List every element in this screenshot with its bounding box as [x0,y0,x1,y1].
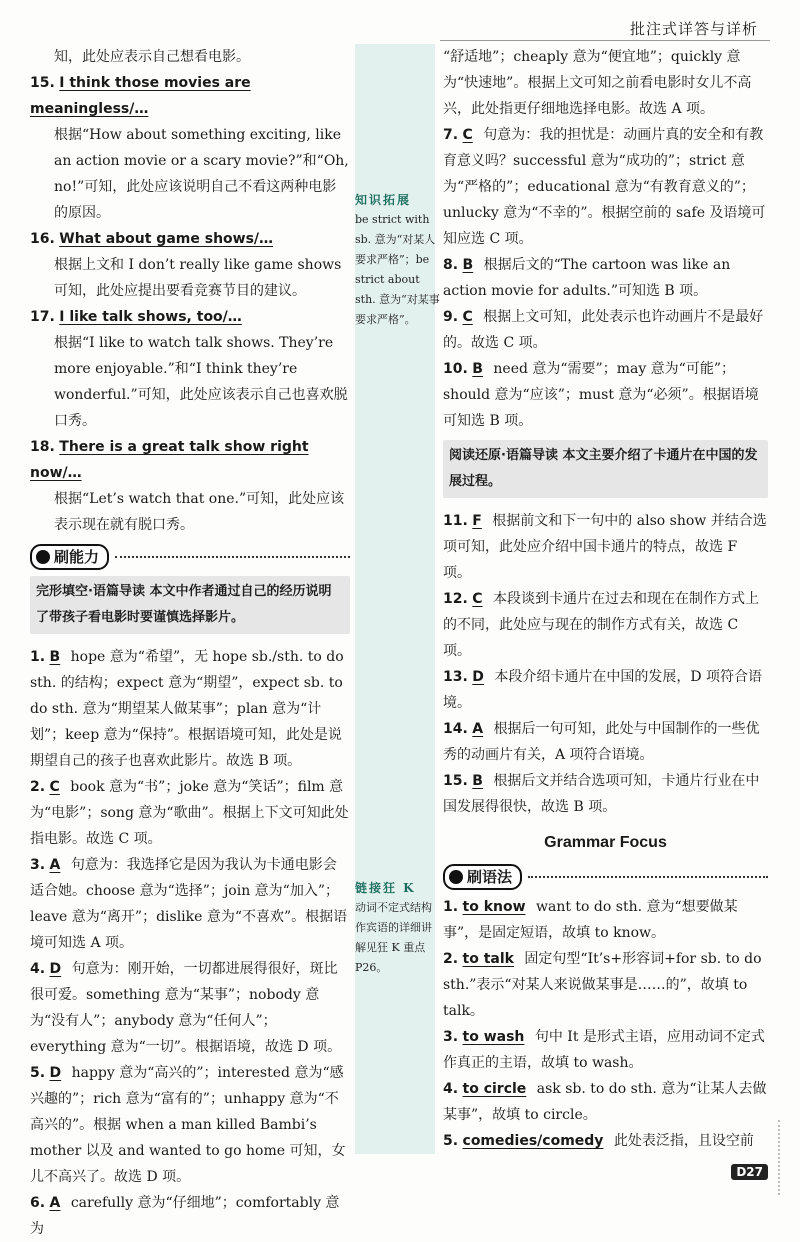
section-head-ability [30,544,350,570]
side-note-knowledge [355,190,440,330]
item-number: 2. [30,779,46,795]
answer-item [30,434,350,538]
item-answer: B [472,773,483,789]
item-number: 11. [443,513,468,529]
item-number: 15. [30,75,55,91]
left-column [30,44,350,1242]
item-answer: D [49,1065,62,1081]
item-number: 10. [443,361,468,377]
item-explanation: 句意为：我的担忧是：动画片真的安全和有教育意义吗？successful 意为“成功的”；strict 意为“严格的”；educational 意为“有教育意义的”；unlucky 意为“不幸的”。根据空前的 safe 及语境可知应选 C 项。 [443,127,766,247]
answer-item [443,946,768,1024]
section-head-grammar [443,864,768,890]
item-explanation: 根据“How about something exciting, like an action movie or a scary movie?”和“Oh, no!”可知，此处应该说明自己不看这两种电影的原因。 [54,127,349,221]
item-answer: F [472,513,482,529]
section-badge-label: 刷语法 [467,868,513,886]
item-explanation: need 意为“需要”；may 意为“可能”；should 意为“应该”；must 意为“必须”。根据语境可知选 B 项。 [443,361,759,429]
item-number: 9. [443,309,459,325]
header-rule [440,40,770,41]
page-number: D27 [731,1164,768,1180]
item-explanation: 根据后一句可知，此处与中国制作的一些优秀的动画片有关，A 项符合语境。 [443,721,760,763]
item-explanation: 固定句型“It’s+形容词+for sb. to do sth.”表示“对某人来说做某事是……的”，故填 to talk。 [443,951,762,1019]
answer-item [30,70,350,226]
brush-icon [449,870,463,884]
grammar-focus-title: Grammar Focus [544,834,667,851]
item-number: 1. [30,649,46,665]
item-number: 13. [443,669,468,685]
section-badge [30,544,109,570]
item-number: 12. [443,591,468,607]
section-band-cloze: 完形填空·语篇导读 本文中作者通过自己的经历说明了带孩子看电影时要谨慎选择影片。 [30,576,350,634]
side-tag-knowledge: 知识拓展 [355,193,412,207]
item-answer: I like talk shows, too/… [59,309,242,325]
item-explanation: hope 意为“希望”，无 hope sb./sth. to do sth. 的结构；expect 意为“期望”，expect sb. to do sth. 意为“期望某人做某事”；plan 意为“计划”；keep 意为“保持”。根据语境可知，此处是说期望自己的孩子也喜欢此影片。故选 B 项。 [30,649,344,769]
answer-item [443,252,768,304]
item-number: 17. [30,309,55,325]
item-number: 2. [443,951,459,967]
answer-item [443,768,768,820]
item-number: 4. [30,961,46,977]
right-intro: “舒适地”；cheaply 意为“便宜地”；quickly 意为“快速地”。根据上文可知之前看电影时女儿不高兴，此处指更仔细地选择电影。故选 A 项。 [443,49,752,117]
item-answer: to circle [462,1081,527,1097]
answer-item [443,664,768,716]
answer-item [443,894,768,946]
item-explanation: 根据后文并结合选项可知，卡通片行业在中国发展得很快，故选 B 项。 [443,773,760,815]
brush-icon [36,550,50,564]
side-tag-link: 链接狂 K [355,881,416,895]
item-number: 7. [443,127,459,143]
answer-item [30,304,350,434]
item-answer: D [49,961,62,977]
section-band-reading: 阅读还原·语篇导读 本文主要介绍了卡通片在中国的发展过程。 [443,440,768,498]
item-number: 6. [30,1195,46,1211]
answer-item [443,586,768,664]
item-explanation: 句意为：我选择它是因为我认为卡通电影会适合她。choose 意为“选择”；join 意为“加入”；leave 意为“离开”；dislike 意为“不喜欢”。根据语境可知选 A 项。 [30,857,348,951]
item-explanation: 此处表泛指，且设空前 [613,1133,754,1149]
answer-item [443,1076,768,1128]
dotted-rule [528,876,768,878]
page-edge-decoration [778,1120,800,1195]
answer-item [443,356,768,434]
item-answer: C [462,127,473,143]
item-answer: A [472,721,484,737]
item-number: 16. [30,231,55,247]
answer-item [30,644,350,774]
item-explanation: happy 意为“高兴的”；interested 意为“感兴趣的”；rich 意为“富有的”；unhappy 意为“不高兴的”。根据 when a man killed Bambi’s mother 以及 and wanted to go home 可知，女儿不高兴了。故选 D 项。 [30,1065,346,1185]
item-explanation: 句中 It 是形式主语，应用动词不定式作真正的主语，故填 to wash。 [443,1029,765,1071]
right-column [443,44,768,1154]
answer-item [30,1060,350,1190]
item-explanation: 句意为：刚开始，一切都进展得很好，斑比很可爱。something 意为“某事”；nobody 意为“没有人”；anybody 意为“任何人”；everything 意为“一切”。根据语境，故选 D 项。 [30,961,342,1055]
item-answer: C [462,309,473,325]
side-note-text: 动词不定式结构作宾语的详细讲解见狂 K 重点 P26。 [355,901,432,974]
item-explanation: 本段谈到卡通片在过去和现在在制作方式上的不同，此处应与现在的制作方式有关，故选 C 项。 [443,591,759,659]
section-badge-label: 刷能力 [54,548,100,566]
item-number: 4. [443,1081,459,1097]
item-explanation: ask sb. to do sth. 意为“让某人去做某事”，故填 to circle。 [443,1081,767,1123]
item-answer: A [49,857,61,873]
item-answer: There is a great talk show right now/… [30,439,309,481]
item-explanation: carefully 意为“仔细地”；comfortably 意为 [30,1195,340,1237]
item-answer: I think those movies are meaningless/… [30,75,251,117]
answer-item [443,716,768,768]
answer-item [443,304,768,356]
answer-item [443,1128,768,1154]
answer-item [30,774,350,852]
side-note-text: be strict with sb. 意为“对某人要求严格”；be strict about sth. 意为“对某事要求严格”。 [355,213,440,326]
item-answer: A [49,1195,61,1211]
item-number: 5. [443,1133,459,1149]
answer-item [443,508,768,586]
item-explanation: want to do sth. 意为“想要做某事”，是固定短语，故填 to know。 [443,899,738,941]
item-number: 8. [443,257,459,273]
item-explanation: 根据上文和 I don’t really like game shows 可知，此处应提出要看竞赛节目的建议。 [54,257,342,299]
answer-item [30,226,350,304]
item-answer: comedies/comedy [462,1133,604,1149]
item-answer: C [49,779,60,795]
item-explanation: 根据后文的“The cartoon was like an action movie for adults.”可知选 B 项。 [443,257,731,299]
item-explanation: 根据“I like to watch talk shows. They’re more enjoyable.”和“I think they’re wonderful.”可知，此处应该表示自己也喜欢脱口秀。 [54,335,348,429]
item-number: 15. [443,773,468,789]
item-answer: to talk [462,951,514,967]
section-badge [443,864,522,890]
item-answer: B [472,361,483,377]
answer-item [443,122,768,252]
item-answer: B [462,257,474,273]
item-explanation: 本段介绍卡通片在中国的发展，D 项符合语境。 [443,669,763,711]
item-explanation: 根据上文可知，此处表示也许动画片不是最好的。故选 C 项。 [443,309,764,351]
answer-item [443,1024,768,1076]
item-answer: to know [462,899,526,915]
item-answer: What about game shows/… [59,231,274,247]
item-number: 14. [443,721,468,737]
side-note-link [355,878,440,978]
item-answer: D [472,669,484,685]
dotted-rule [115,556,350,558]
item-explanation: 根据前文和下一句中的 also show 并结合选项可知，此处应介绍中国卡通片的特点，故选 F 项。 [443,513,767,581]
item-number: 1. [443,899,459,915]
item-number: 5. [30,1065,46,1081]
answer-item [30,852,350,956]
answer-item [30,1190,350,1242]
item-number: 18. [30,439,55,455]
item-explanation: 根据“Let’s watch that one.”可知，此处应该表示现在就有脱口秀。 [54,491,345,533]
item-answer: C [472,591,483,607]
item-answer: to wash [462,1029,525,1045]
item-number: 3. [443,1029,459,1045]
item-explanation: book 意为“书”；joke 意为“笑话”；film 意为“电影”；song 意为“歌曲”。根据上下文可知此处指电影。故选 C 项。 [30,779,349,847]
answer-item [30,956,350,1060]
header-title: 批注式详答与详析 [629,20,758,38]
item-number: 3. [30,857,46,873]
left-intro: 知，此处应表示自己想看电影。 [54,49,250,65]
item-answer: B [49,649,61,665]
